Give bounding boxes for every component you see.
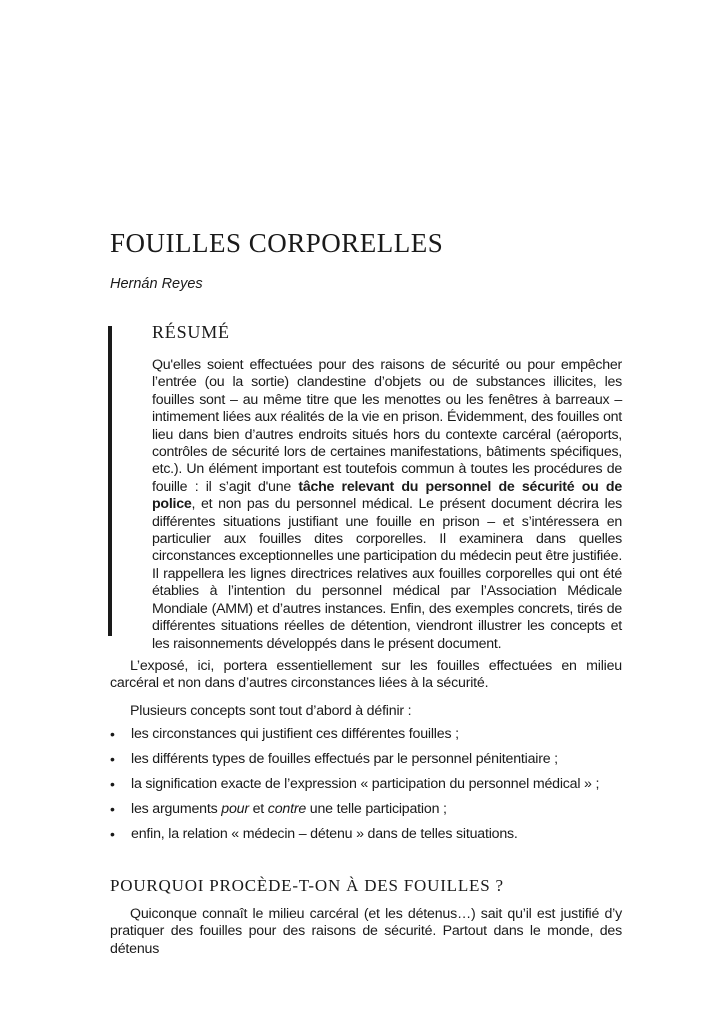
list-item-text: les différents types de fouilles effectués par le personnel pénitentiaire ; bbox=[131, 751, 558, 767]
list-item-text: enfin, la relation « médecin – détenu » dans de telles situations. bbox=[131, 826, 518, 842]
bullet-icon: • bbox=[110, 726, 115, 742]
list-item-emphasis-pour: pour bbox=[221, 801, 249, 817]
list-item-text: une telle participation ; bbox=[306, 801, 447, 817]
bullet-icon: • bbox=[110, 826, 115, 842]
bullet-icon: • bbox=[110, 751, 115, 767]
abstract-text-part1: Qu'elles soient effectuées pour des raisons de sécurité ou pour empêcher l’entrée (ou la sortie) clandestine d’objets ou de substances illicites, les fouilles sont – au même titre que les menottes ou les fenêtres à barreaux – intimement liées aux réalités de la vie en prison. Évidemment, des fouilles ont lieu dans bien d’autres endroits situés hors du contexte carcéral (aéroports, contrôles de sécurité lors de certaines manifestations, bâtiments spécifiques, etc.). Un élément important est toutefois commun à toutes les procédures de fouille : il s’agit d'une bbox=[152, 357, 622, 495]
list-item bbox=[110, 751, 622, 776]
abstract-emphasis: tâche relevant du personnel de sécurité ou de police bbox=[152, 478, 622, 513]
body-paragraph-2: Plusieurs concepts sont tout d’abord à définir : bbox=[130, 703, 412, 719]
list-item-text: les circonstances qui justifient ces différentes fouilles ; bbox=[131, 726, 459, 742]
abstract-text-part2: , et non pas du personnel médical. Le présent document décrira les différentes situations justifiant une fouille en prison – et s’intéressera en particulier aux fouilles dites corporelles. Il examinera dans quelles circonstances exceptionnelles une participation du médecin peut être justifiée. Il rappellera les lignes directrices relatives aux fouilles corporelles qui ont été établies à l’intention du personnel médical par l’Association Médicale Mondiale (AMM) et d’autres instances. Enfin, des exemples concrets, tirés de différentes situations réelles de détention, viendront illustrer les concepts et les raisonnements développés dans le présent document. bbox=[152, 496, 623, 652]
list-item-emphasis-contre: contre bbox=[267, 801, 307, 817]
list-item-text: les arguments bbox=[131, 801, 222, 817]
list-item bbox=[110, 826, 622, 851]
abstract-sidebar-rule bbox=[108, 326, 112, 636]
article-title: FOUILLES CORPORELLES bbox=[110, 228, 444, 258]
bullet-icon: • bbox=[110, 801, 115, 817]
list-item-text: la signification exacte de l’expression « participation du personnel médical » ; bbox=[131, 776, 600, 792]
list-item bbox=[110, 776, 622, 801]
body-paragraph-3: Quiconque connaît le milieu carcéral (et les détenus…) sait qu’il est justifié d’y pratiquer des fouilles pour des raisons de sécurité. Partout dans le monde, des détenus bbox=[110, 906, 622, 957]
list-item-text: et bbox=[248, 801, 268, 817]
list-item bbox=[110, 801, 622, 826]
article-author: Hernán Reyes bbox=[110, 276, 203, 292]
abstract-text bbox=[152, 357, 622, 653]
concepts-list bbox=[110, 726, 622, 851]
abstract-heading: RÉSUMÉ bbox=[152, 322, 230, 342]
bullet-icon: • bbox=[110, 776, 115, 792]
section-heading: POURQUOI PROCÈDE-T-ON À DES FOUILLES ? bbox=[110, 876, 504, 895]
list-item bbox=[110, 726, 622, 751]
body-paragraph-1: L’exposé, ici, portera essentiellement sur les fouilles effectuées en milieu carcéral et non dans d’autres circonstances liées à la sécurité. bbox=[110, 658, 622, 692]
